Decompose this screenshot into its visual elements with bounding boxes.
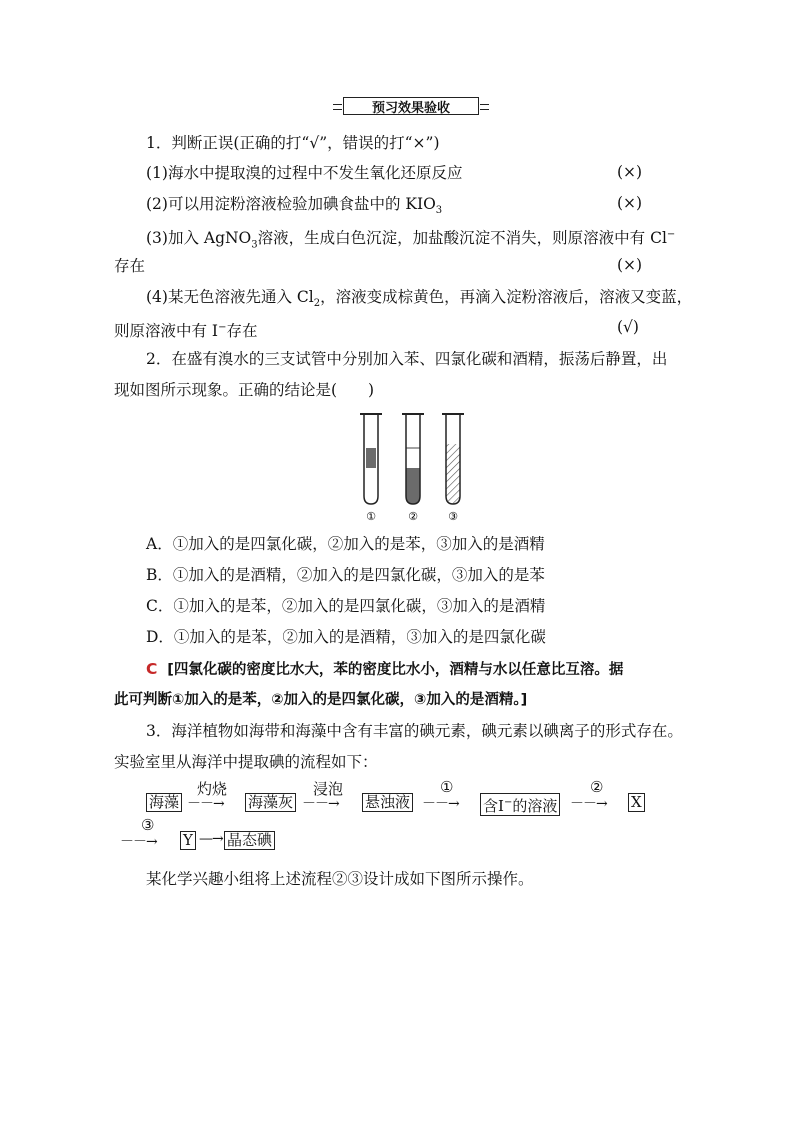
flow-node-x: X — [628, 793, 645, 812]
q1-item-1-mark: (×) — [617, 163, 643, 181]
q1-item-4-cont-a: 则原溶液中有 I — [114, 322, 219, 341]
q1-item-4 — [146, 287, 692, 314]
flow-node-iodide-a: 含I — [483, 797, 504, 815]
q1-item-2-sub: 3 — [435, 205, 443, 217]
flow-arrow-4: －－→ — [570, 796, 607, 812]
flow-node-iodide-solution — [480, 793, 560, 816]
flow-arrow-5: －－→ — [120, 834, 157, 850]
tube-3 — [442, 414, 464, 504]
tube-label-2: ② — [408, 510, 418, 523]
tube-2 — [402, 414, 424, 504]
q3-stem-line2: 实验室里从海洋中提取碘的流程如下： — [114, 753, 378, 771]
flow-arrow-2: －－→ — [302, 796, 339, 812]
q1-item-3-sup: − — [666, 229, 676, 240]
q2-answer-letter: C — [146, 660, 158, 678]
q2-answer-line2: 此可判断①加入的是苯，②加入的是四氯化碳，③加入的是酒精。] — [114, 692, 528, 708]
flow-label-burn: 灼烧 — [197, 780, 228, 798]
flow-label-step2: ② — [590, 778, 604, 796]
q1-stem: 1．判断正误(正确的打“√”，错误的打“×”) — [146, 134, 440, 152]
flow-node-seaweed: 海藻 — [146, 793, 182, 812]
q1-item-3-text-b: 溶液，生成白色沉淀，加盐酸沉淀不消失，则原溶液中有 Cl — [257, 229, 667, 248]
tube-label-1: ① — [366, 510, 376, 523]
q3-stem-line1: 3．海洋植物如海带和海藻中含有丰富的碘元素，碘元素以碘离子的形式存在。 — [146, 722, 683, 740]
q1-item-4-mark: (√) — [617, 318, 639, 336]
q1-item-4-sub: 2 — [313, 298, 321, 310]
q1-item-3 — [146, 225, 675, 255]
q1-item-2 — [146, 194, 442, 221]
tube-1-colored-layer — [366, 448, 376, 468]
q1-item-3-mark: (×) — [617, 256, 643, 274]
q3-tail: 某化学兴趣小组将上述流程②③设计成如下图所示操作。 — [146, 870, 534, 888]
flow-arrow-3: －－→ — [422, 796, 459, 812]
tube-2-colored-layer — [406, 468, 420, 504]
q1-item-2-mark: (×) — [617, 194, 643, 212]
flow-label-step3: ③ — [141, 816, 155, 834]
tube-label-3: ③ — [448, 510, 458, 523]
flow-node-iodide-sup: − — [503, 797, 513, 808]
q1-item-4-sup: − — [218, 322, 227, 333]
q2-stem-line1: 2．在盛有溴水的三支试管中分别加入苯、四氯化碳和酒精，振荡后静置，出 — [146, 350, 668, 368]
q2-stem-line2: 现如图所示现象。正确的结论是( ) — [114, 381, 375, 399]
flow-label-soak: 浸泡 — [313, 780, 344, 798]
q2-option-c: C．①加入的是苯，②加入的是四氯化碳，③加入的是酒精 — [146, 597, 546, 615]
q2-option-a: A．①加入的是四氯化碳，②加入的是苯，③加入的是酒精 — [146, 535, 545, 553]
q2-answer-line1 — [146, 659, 623, 680]
q1-item-4-text-b: ，溶液变成棕黄色，再滴入淀粉溶液后，溶液又变蓝， — [320, 288, 693, 306]
flow-node-ash: 海藻灰 — [245, 793, 296, 812]
q1-item-3-sub: 3 — [251, 239, 258, 251]
q1-item-3-cont: 存在 — [114, 257, 146, 275]
q2-option-b: B．①加入的是酒精，②加入的是四氯化碳，③加入的是苯 — [146, 566, 545, 584]
q2-answer-text-1: [四氯化碳的密度比水大，苯的密度比水小，酒精与水以任意比互溶。据 — [167, 662, 624, 678]
q1-item-1: (1)海水中提取溴的过程中不发生氧化还原反应 — [146, 164, 463, 182]
q1-item-4-cont-b: 存在 — [226, 322, 258, 341]
q1-item-4-text-a: (4)某无色溶液先通入 Cl — [146, 288, 314, 306]
flow-arrow-1: －－→ — [187, 796, 224, 812]
tube-3-mixed-solution — [446, 444, 460, 504]
flow-node-iodide-b: 的溶液 — [512, 797, 558, 815]
flow-node-crystal-iodine: 晶态碘 — [224, 831, 275, 850]
flow-label-step1: ① — [440, 778, 454, 796]
flow-node-suspension: 悬浊液 — [362, 793, 413, 812]
tube-1 — [360, 414, 382, 504]
q1-item-3-text-a: (3)加入 AgNO — [146, 229, 252, 248]
section-title: 预习效果验收 — [343, 97, 479, 115]
flow-arrow-6: —→ — [199, 831, 223, 847]
test-tubes-figure — [350, 408, 470, 526]
q2-option-d: D．①加入的是苯，②加入的是酒精，③加入的是四氯化碳 — [146, 628, 546, 646]
q1-item-4-cont — [114, 318, 257, 341]
flow-node-y: Y — [180, 831, 196, 850]
q1-item-2-text: (2)可以用淀粉溶液检验加碘食盐中的 KIO — [146, 195, 436, 213]
